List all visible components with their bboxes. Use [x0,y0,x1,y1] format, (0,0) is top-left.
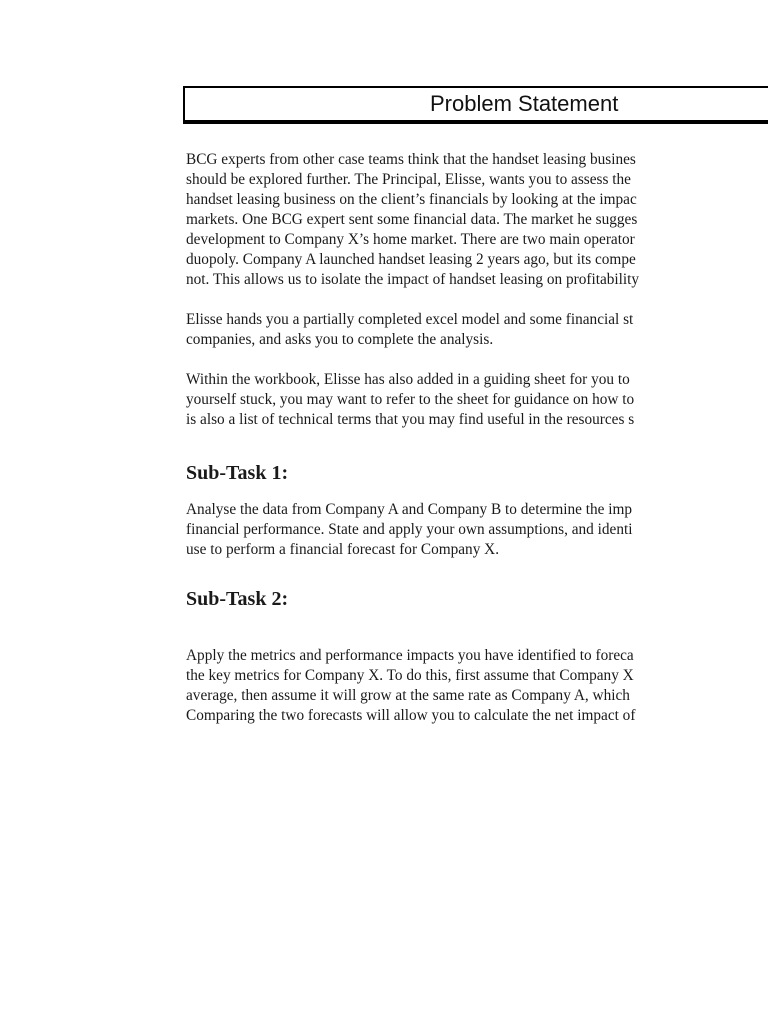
paragraph-intro [186,150,700,290]
text-line: the key metrics for Company X. To do this, first assume that Company X [186,667,634,684]
text-line: Comparing the two forecasts will allow you to calculate the net impact of [186,707,636,724]
text-line: not. This allows us to isolate the impact of handset leasing on profitability [186,271,640,288]
document-body [186,150,700,1010]
text-line: use to perform a financial forecast for Company X. [186,541,500,558]
subtask-1-text [186,500,700,560]
text-line: handset leasing business on the client’s financials by looking at the impac [186,191,637,208]
text-line: average, then assume it will grow at the same rate as Company A, which [186,687,630,704]
text-line: yourself stuck, you may want to refer to the sheet for guidance on how to [186,391,635,408]
page-title: Problem Statement [430,91,619,116]
text-line: development to Company X’s home market. There are two main operator [186,231,635,248]
text-line: financial performance. State and apply your own assumptions, and identi [186,521,633,538]
text-line: Analyse the data from Company A and Company B to determine the imp [186,501,633,518]
subtask-1-heading: Sub-Task 1: [186,462,289,484]
text-line: Within the workbook, Elisse has also added in a guiding sheet for you to [186,371,630,388]
text-line: duopoly. Company A launched handset leasing 2 years ago, but its compe [186,251,636,268]
text-line: BCG experts from other case teams think that the handset leasing busines [186,151,636,168]
paragraph-workbook [186,370,700,430]
text-line: markets. One BCG expert sent some financial data. The market he sugges [186,211,638,228]
subtask-2-heading: Sub-Task 2: [186,588,289,610]
text-line: Elisse hands you a partially completed excel model and some financial st [186,311,634,328]
text-line: is also a list of technical terms that you may find useful in the resources s [186,411,635,428]
text-line: Apply the metrics and performance impacts you have identified to foreca [186,647,634,664]
subtask-2-text [186,646,700,726]
text-line: should be explored further. The Principal, Elisse, wants you to assess the [186,171,631,188]
title-box [183,86,768,122]
paragraph-model [186,310,700,350]
text-line: companies, and asks you to complete the analysis. [186,331,494,348]
